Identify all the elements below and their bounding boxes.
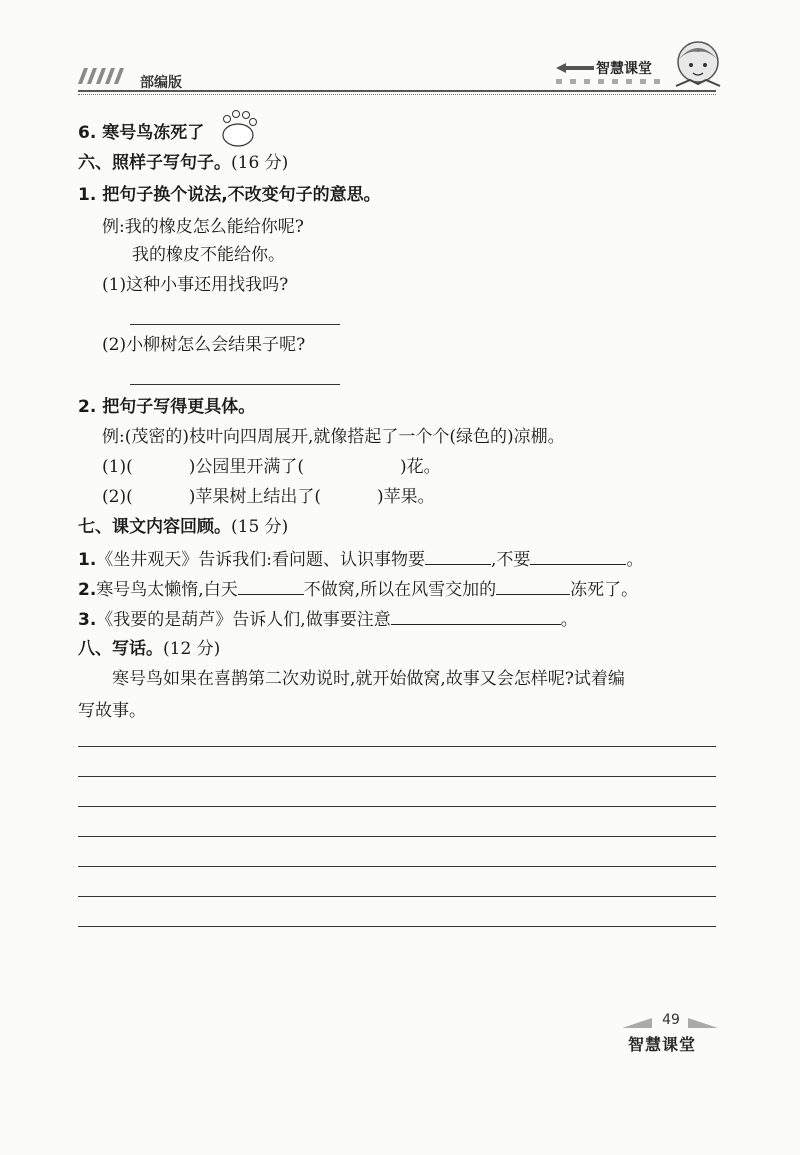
- fill-blank[interactable]: [238, 578, 304, 595]
- stripes-decoration: [78, 66, 128, 86]
- s6-q1-example-answer: 我的橡皮不能给你。: [132, 245, 285, 265]
- s6-q2-item-1: (1)( )公园里开满了( )花。: [102, 457, 441, 477]
- fill-blank[interactable]: [425, 548, 491, 565]
- writing-line[interactable]: [78, 896, 716, 897]
- s8-prompt-line-1: 寒号鸟如果在喜鹊第二次劝说时,就开始做窝,故事又会怎样呢?试着编: [112, 669, 625, 689]
- s6-q2-item-2: (2)( )苹果树上结出了( )苹果。: [102, 487, 435, 507]
- paw-answer-box[interactable]: [216, 108, 260, 148]
- page-number: 49: [662, 1012, 680, 1028]
- s8-prompt-line-2: 写故事。: [78, 701, 146, 721]
- fill-blank[interactable]: [530, 548, 626, 565]
- writing-line[interactable]: [78, 746, 716, 747]
- fill-blank[interactable]: [391, 608, 561, 625]
- s7-q3: 3.《我要的是葫芦》告诉人们,做事要注意 。: [78, 610, 578, 630]
- arrow-left-icon: [556, 62, 596, 74]
- fill-blank[interactable]: [496, 578, 570, 595]
- cartoon-girl-icon: [668, 36, 726, 92]
- s6-q1-item-1: (1)这种小事还用找我吗?: [102, 275, 289, 295]
- s6-q2-prompt: 2. 把句子写得更具体。: [78, 397, 256, 417]
- answer-line[interactable]: [130, 384, 340, 385]
- section-7-title: 七、课文内容回顾。(15 分): [78, 517, 289, 537]
- s6-q2-example: 例:(茂密的)枝叶向四周展开,就像搭起了一个个(绿色的)凉棚。: [102, 427, 565, 447]
- series-label: 智慧课堂: [596, 61, 652, 77]
- s7-q2: 2.寒号鸟太懒惰,白天 不做窝,所以在风雪交加的 冻死了。: [78, 580, 639, 600]
- writing-line[interactable]: [78, 866, 716, 867]
- s6-q1-prompt: 1. 把句子换个说法,不改变句子的意思。: [78, 185, 381, 205]
- footer-brand: 智慧课堂: [628, 1035, 697, 1054]
- answer-line[interactable]: [130, 324, 340, 325]
- writing-line[interactable]: [78, 836, 716, 837]
- question-6: 6. 寒号鸟冻死了: [78, 123, 205, 143]
- writing-line[interactable]: [78, 806, 716, 807]
- s6-q1-example: 例:我的橡皮怎么能给你呢?: [102, 217, 304, 237]
- section-8-title: 八、写话。(12 分): [78, 639, 221, 659]
- section-6-title: 六、照样子写句子。(16 分): [78, 153, 289, 173]
- edition-label: 部编版: [140, 75, 182, 91]
- writing-line[interactable]: [78, 776, 716, 777]
- dots-decoration: [556, 78, 666, 86]
- writing-line[interactable]: [78, 926, 716, 927]
- s6-q1-item-2: (2)小柳树怎么会结果子呢?: [102, 335, 306, 355]
- s7-q1: 1.《坐井观天》告诉我们:看问题、认识事物要 ,不要 。: [78, 550, 644, 570]
